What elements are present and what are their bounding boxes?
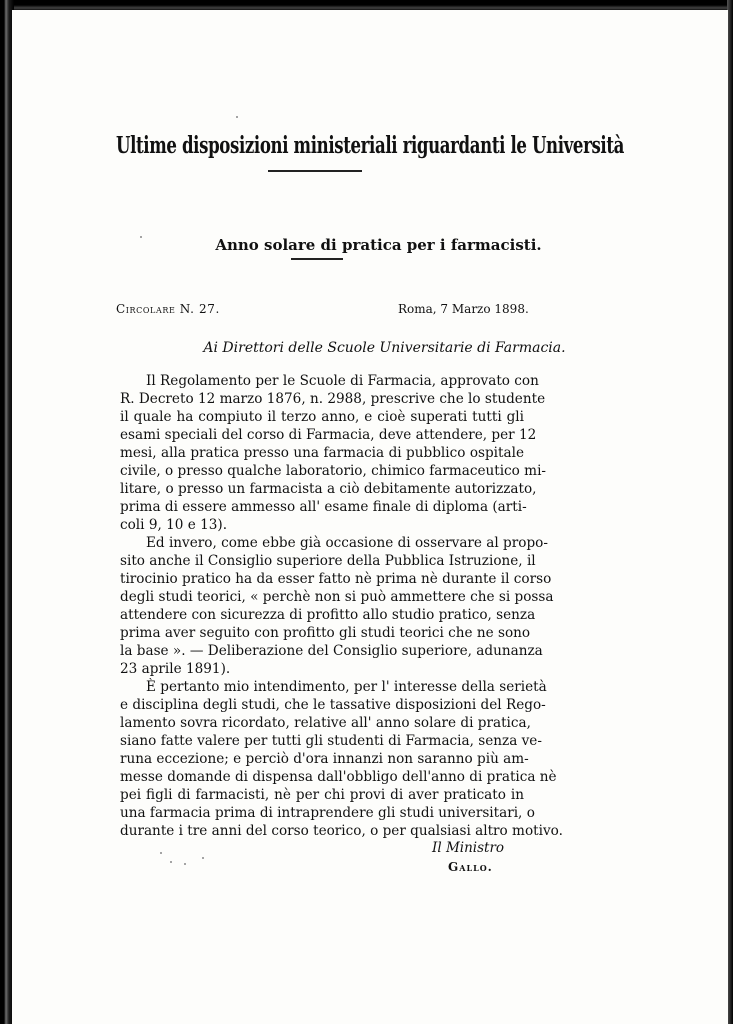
body-line: prima di essere ammesso all' esame finale di diploma (arti- xyxy=(120,499,527,515)
addressee: Ai Direttori delle Scuole Universitarie di Farmacia. xyxy=(203,340,566,356)
body-line: litare, o presso un farmacista a ciò debitamente autorizzato, xyxy=(120,481,537,497)
body-line: prima aver seguito con profitto gli studi teorici che ne sono xyxy=(120,625,531,641)
title-rule xyxy=(268,170,362,172)
document-title: Ultime disposizioni ministeriali riguardanti le Università xyxy=(115,132,625,159)
circular-number: Circolare N. 27. xyxy=(116,302,220,316)
body-line: il quale ha compiuto il terzo anno, e cioè superati tutti gli xyxy=(120,409,524,425)
body-line: sito anche il Consiglio superiore della Pubblica Istruzione, il xyxy=(120,553,536,569)
scan-speck xyxy=(202,857,204,859)
body-line: Ed invero, come ebbe già occasione di osservare al propo- xyxy=(146,535,548,551)
body-line: runa eccezione; e perciò d'ora innanzi non saranno più am- xyxy=(120,751,529,767)
subtitle-rule xyxy=(291,258,343,260)
body-line: È pertanto mio intendimento, per l' interesse della serietà xyxy=(146,679,547,695)
body-line: una farmacia prima di intraprendere gli studi universitari, o xyxy=(120,805,535,821)
body-line: 23 aprile 1891). xyxy=(120,661,231,677)
body-line: Il Regolamento per le Scuole di Farmacia, approvato con xyxy=(146,373,539,389)
scan-top-edge xyxy=(0,0,733,10)
place-date: Roma, 7 Marzo 1898. xyxy=(398,302,529,316)
closing-title: Il Ministro xyxy=(432,840,505,856)
scan-speck xyxy=(236,116,238,118)
body-line: siano fatte valere per tutti gli studenti di Farmacia, senza ve- xyxy=(120,733,542,749)
scan-speck xyxy=(170,861,172,863)
signature: Gallo. xyxy=(448,860,493,874)
body-line: mesi, alla pratica presso una farmacia di pubblico ospitale xyxy=(120,445,524,461)
body-line: durante i tre anni del corso teorico, o per qualsiasi altro motivo. xyxy=(120,823,563,839)
body-line: e disciplina degli studi, che le tassative disposizioni del Rego- xyxy=(120,697,546,713)
body-line: esami speciali del corso di Farmacia, deve attendere, per 12 xyxy=(120,427,537,443)
scan-speck xyxy=(140,236,142,238)
scan-speck xyxy=(160,852,162,854)
body-line: tirocinio pratico ha da esser fatto nè prima nè durante il corso xyxy=(120,571,552,587)
scan-speck xyxy=(184,863,186,865)
body-line: la base ». — Deliberazione del Consiglio superiore, adunanza xyxy=(120,643,543,659)
body-line: messe domande di dispensa dall'obbligo dell'anno di pratica nè xyxy=(120,769,557,785)
body-line: coli 9, 10 e 13). xyxy=(120,517,228,533)
body-line: attendere con sicurezza di profitto allo studio pratico, senza xyxy=(120,607,536,623)
body-line: civile, o presso qualche laboratorio, chimico farmaceutico mi- xyxy=(120,463,547,479)
document-page xyxy=(12,10,728,1024)
body-line: R. Decreto 12 marzo 1876, n. 2988, prescrive che lo studente xyxy=(120,391,546,407)
body-line: pei figli di farmacisti, nè per chi provi di aver praticato in xyxy=(120,787,524,803)
body-line: degli studi teorici, « perchè non si può ammettere che si possa xyxy=(120,589,554,605)
body-line: lamento sovra ricordato, relative all' anno solare di pratica, xyxy=(120,715,531,731)
document-subtitle: Anno solare di pratica per i farmacisti. xyxy=(215,236,542,254)
